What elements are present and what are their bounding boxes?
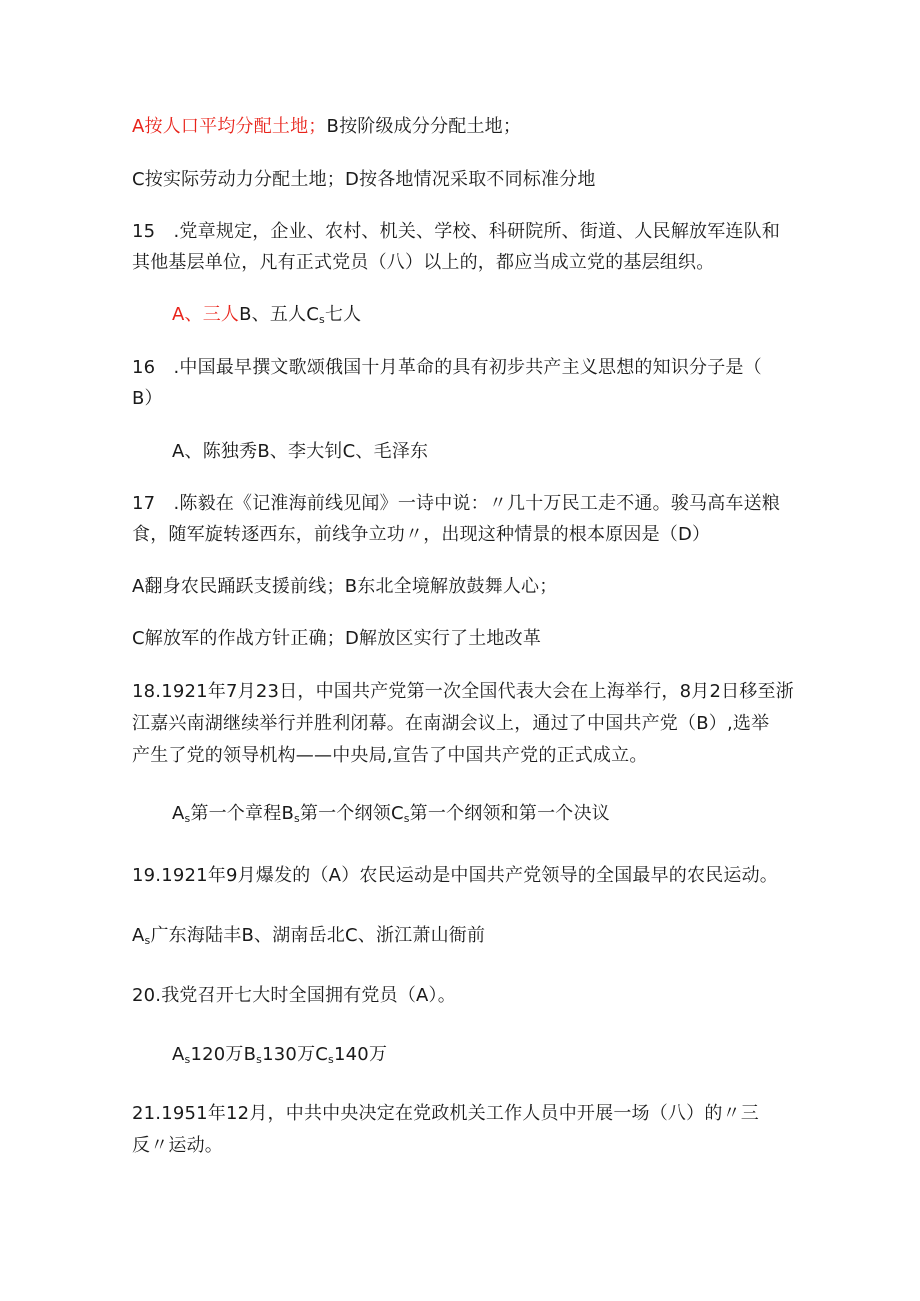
option-text: A、陈独秀B、李大钊C、毛泽东 [172, 441, 429, 462]
option-text: 第一个章程B [190, 803, 295, 824]
question-text: 江嘉兴南湖继续举行并胜利闭幕。在南湖会议上，通过了中国共产党（B）,选举 [132, 713, 770, 734]
question-text: 20.我党召开七大时全国拥有党员（A）。 [132, 985, 456, 1006]
answer-highlight: A按人口平均分配土地； [132, 116, 327, 137]
question-20-line-1 [132, 979, 456, 1013]
question-text: 反〃运动。 [132, 1135, 223, 1156]
option-text: A [172, 1044, 185, 1065]
option-text: A翻身农民踊跃支援前线；B东北全境解放鼓舞人心； [132, 576, 558, 597]
question-16-line-2 [132, 382, 163, 416]
question-21-line-1 [132, 1097, 759, 1131]
question-text: B） [132, 388, 163, 409]
option-text: B按阶级成分分配土地； [326, 116, 522, 137]
option-subscript: s [403, 812, 410, 825]
question-18-line-2 [132, 707, 769, 741]
question-16-options [172, 435, 428, 469]
question-text: 食，随军旋转逐西东，前线争立功〃，出现这种情景的根本原因是（D） [132, 524, 711, 545]
option-text: 第一个纲领和第一个决议 [409, 803, 610, 824]
question-19-options [132, 919, 485, 958]
question-17-options-ab [132, 570, 557, 604]
question-19-line-1 [132, 859, 778, 893]
option-subscript: s [144, 934, 151, 947]
question-18-line-1 [132, 675, 794, 709]
question-20-options [172, 1038, 387, 1077]
option-text: A [172, 803, 185, 824]
question-text: 21.1951年12月，中共中央决定在党政机关工作人员中开展一场（八）的〃三 [132, 1103, 759, 1124]
question-15-line-2 [132, 246, 714, 280]
question-text: 18.1921年7月23日，中国共产党第一次全国代表大会在上海举行，8月2日移至浙 [132, 681, 794, 702]
question-text: 产生了党的领导机构——中央局,宣告了中国共产党的正式成立。 [132, 745, 648, 766]
option-text: A [132, 925, 145, 946]
option-subscript: s [328, 1053, 334, 1066]
question-text: 其他基层单位，凡有正式党员（八）以上的，都应当成立党的基层组织。 [132, 252, 715, 273]
question-text: 19.1921年9月爆发的（A）农民运动是中国共产党领导的全国最早的农民运动。 [132, 865, 778, 886]
question-18-line-3 [132, 739, 648, 773]
question-15-line-1 [132, 215, 780, 249]
question-text: 15 .党章规定，企业、农村、机关、学校、科研院所、街道、人民解放军连队和 [132, 221, 781, 242]
option-subscript: s [256, 1053, 263, 1066]
question-18-options [172, 797, 610, 836]
option-subscript: s [184, 1053, 191, 1066]
option-text: 130万C [262, 1044, 329, 1065]
question-17-line-2 [132, 518, 710, 552]
question-17-options-cd [132, 622, 541, 656]
option-text: 广东海陆丰B、湖南岳北C、浙江萧山衙前 [150, 925, 486, 946]
option-text: 140万 [333, 1044, 388, 1065]
question-15-options [172, 298, 361, 337]
option-text: 120万B [190, 1044, 257, 1065]
option-subscript: s [184, 812, 191, 825]
option-text: 第一个纲领C [299, 803, 404, 824]
option-text: B、五人C [239, 304, 320, 325]
question-21-line-2 [132, 1129, 223, 1163]
question-text: 17 .陈毅在《记淮海前线见闻》一诗中说：〃几十万民工走不通。骏马高车送粮 [132, 493, 781, 514]
option-text: C按实际劳动力分配土地；D按各地情况采取不同标准分地 [132, 169, 596, 190]
question-text: 16 .中国最早撰文歌颂俄国十月革命的具有初步共产主义思想的知识分子是（ [132, 357, 762, 378]
option-text: 七人 [324, 304, 362, 325]
option-subscript: s [319, 313, 325, 326]
question-16-line-1 [132, 351, 762, 385]
option-text: C解放军的作战方针正确；D解放区实行了土地改革 [132, 628, 542, 649]
option-line-land-ab [132, 110, 521, 144]
option-subscript: s [294, 812, 300, 825]
answer-highlight: A、三人 [172, 304, 240, 325]
question-17-line-1 [132, 487, 780, 521]
option-line-land-cd [132, 163, 596, 197]
